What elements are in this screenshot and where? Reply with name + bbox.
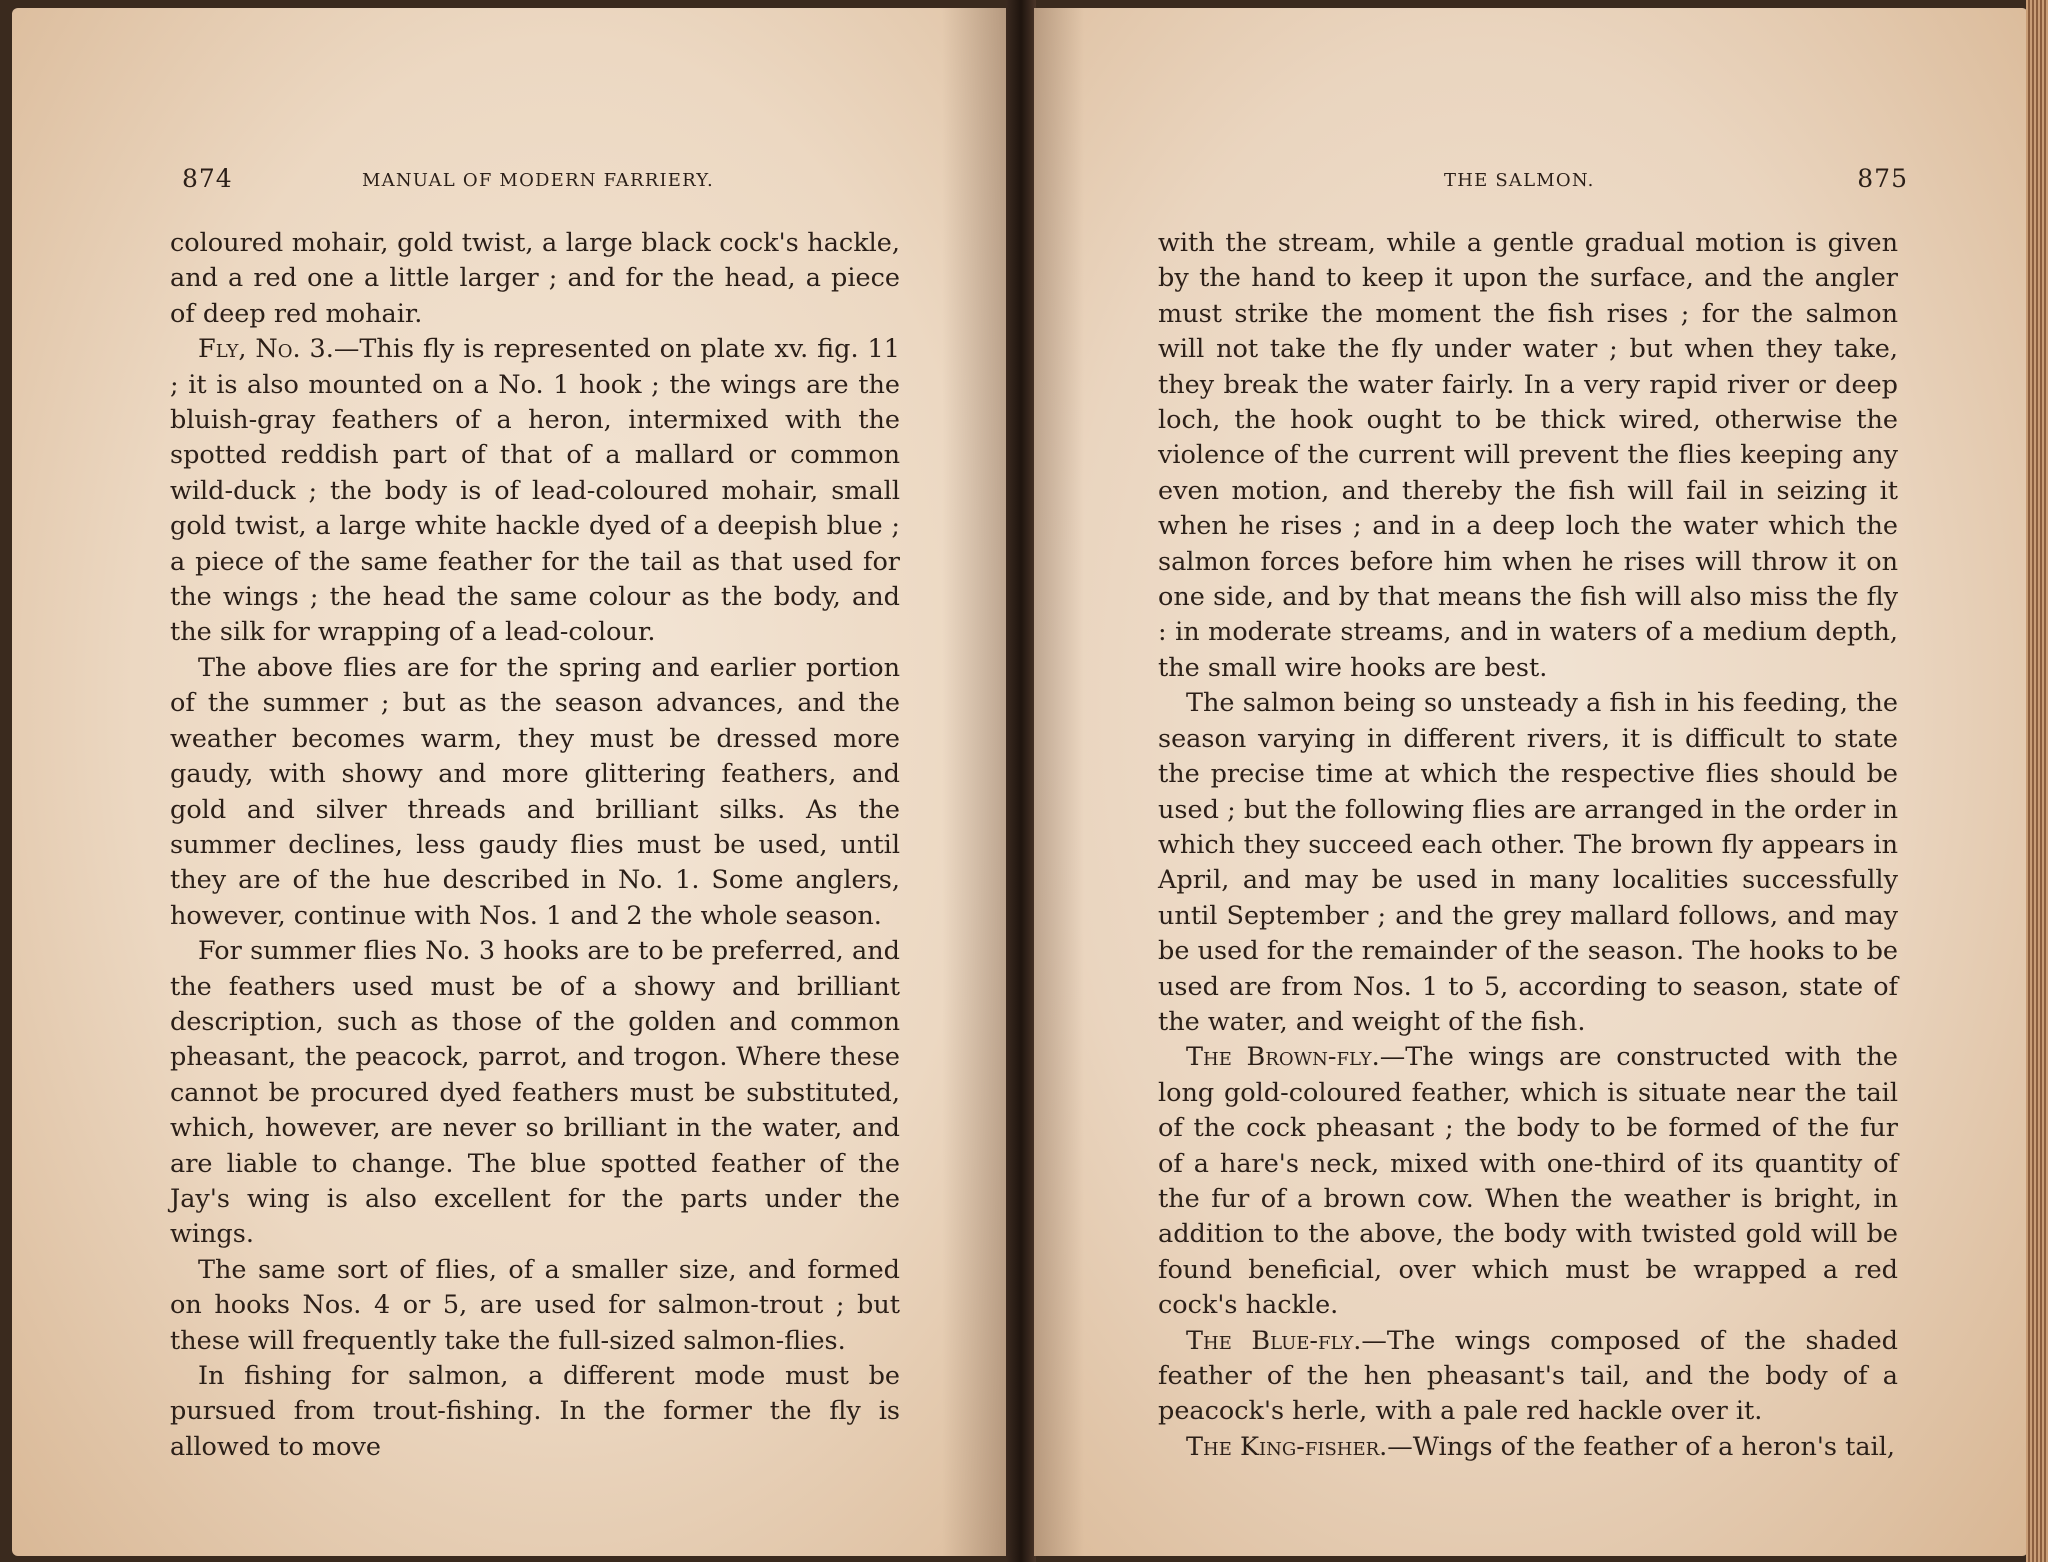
paragraph: The same sort of flies, of a smaller size, and formed on hooks Nos. 4 or 5, are used for salmon-trout ; but these will frequently take the full-sized salmon-flies. (170, 1254, 900, 1356)
paragraph (170, 332, 900, 651)
paragraph-body: —The wings are constructed with the long gold-coloured feather, which is situate near the tail of the cock pheasant ; the body to be formed of the fur of a hare's neck, mixed with one-third of its quantity of the fur of a brown cow. When the weather is bright, in addition to the above, the body with twisted gold will be found beneficial, over which must be wrapped a red cock's hackle. (1158, 1042, 1898, 1321)
paragraph: coloured mohair, gold twist, a large black cock's hackle, and a red one a little larger ; and for the head, a piece of deep red mohair. (170, 228, 900, 329)
running-head-right (1034, 166, 2028, 200)
brown-fly-heading: The Brown-fly. (1186, 1042, 1380, 1073)
paragraph: For summer flies No. 3 hooks are to be preferred, and the feathers used must be of a showy and brilliant description, such as those of the golden and common pheasant, the peacock, parrot, and trogon. Where these cannot be procured dyed feathers must be substituted, which, however, are never so brilliant in the water, and are liable to change. The blue spotted feather of the Jay's wing is also excellent for the parts under the wings. (170, 936, 900, 1250)
body-text-left (170, 226, 900, 1465)
paragraph (1158, 1040, 1898, 1323)
running-head-left (12, 166, 1012, 200)
page-edges (2026, 0, 2048, 1562)
paragraph: The salmon being so unsteady a fish in his feeding, the season varying in different rivers, it is difficult to state the precise time at which the respective flies should be used ; but the following flies are arranged in the order in which they succeed each other. The brown fly appears in April, and may be used in many localities successfully until September ; and the grey mallard follows, and may be used for the remainder of the season. The hooks to be used are from Nos. 1 to 5, according to season, state of the water, and weight of the fish. (1158, 688, 1898, 1037)
fly-3-heading: Fly, No. 3. (198, 334, 334, 365)
paragraph (1158, 1430, 1898, 1465)
paragraph: with the stream, while a gentle gradual motion is given by the hand to keep it upon the surface, and the angler must strike the moment the fish rises ; for the salmon will not take the fly under water ; but when they take, they break the water fairly. In a very rapid river or deep loch, the hook ought to be thick wired, otherwise the violence of the current will prevent the flies keeping any even motion, and thereby the fish will fail in seizing it when he rises ; and in a deep loch the water which the salmon forces before him when he rises will throw it on one side, and by that means the fish will also miss the fly : in moderate streams, and in waters of a medium depth, the small wire hooks are best. (1158, 228, 1898, 683)
page-number-right: 875 (1857, 164, 1908, 193)
paragraph: In fishing for salmon, a different mode must be pursued from trout-fishing. In the former the fly is allowed to move (170, 1361, 900, 1462)
book-gutter (1006, 0, 1036, 1562)
running-title-right: THE SALMON. (1444, 170, 1595, 191)
running-title-left: MANUAL OF MODERN FARRIERY. (362, 170, 714, 191)
right-page (1034, 8, 2028, 1556)
paragraph-body: —The wings composed of the shaded feather of the hen pheasant's tail, and the body of a peacock's herle, with a pale red hackle over it. (1158, 1325, 1898, 1427)
body-text-right (1158, 226, 1898, 1465)
paragraph: The above flies are for the spring and earlier portion of the summer ; but as the season advances, and the weather becomes warm, they must be dressed more gaudy, with showy and more glittering feathers, and gold and silver threads and brilliant silks. As the summer declines, less gaudy flies must be used, until they are of the hue described in No. 1. Some anglers, however, continue with Nos. 1 and 2 the whole season. (170, 652, 900, 931)
left-page (12, 8, 1012, 1556)
king-fisher-heading: The King-fisher. (1186, 1431, 1388, 1462)
paragraph (1158, 1324, 1898, 1430)
page-number-left: 874 (182, 164, 233, 193)
paragraph-body: —This fly is represented on plate xv. fig. 11 ; it is also mounted on a No. 1 hook ; the wings are the bluish-gray feathers of a heron, intermixed with the spotted reddish part of that of a mallard or common wild-duck ; the body is of lead-coloured mohair, small gold twist, a large white hackle dyed of a deepish blue ; a piece of the same feather for the tail as that used for the wings ; the head the same colour as the body, and the silk for wrapping of a lead-colour. (170, 334, 900, 648)
blue-fly-heading: The Blue-fly. (1186, 1325, 1362, 1356)
paragraph-body: —Wings of the feather of a heron's tail, (1387, 1431, 1895, 1462)
